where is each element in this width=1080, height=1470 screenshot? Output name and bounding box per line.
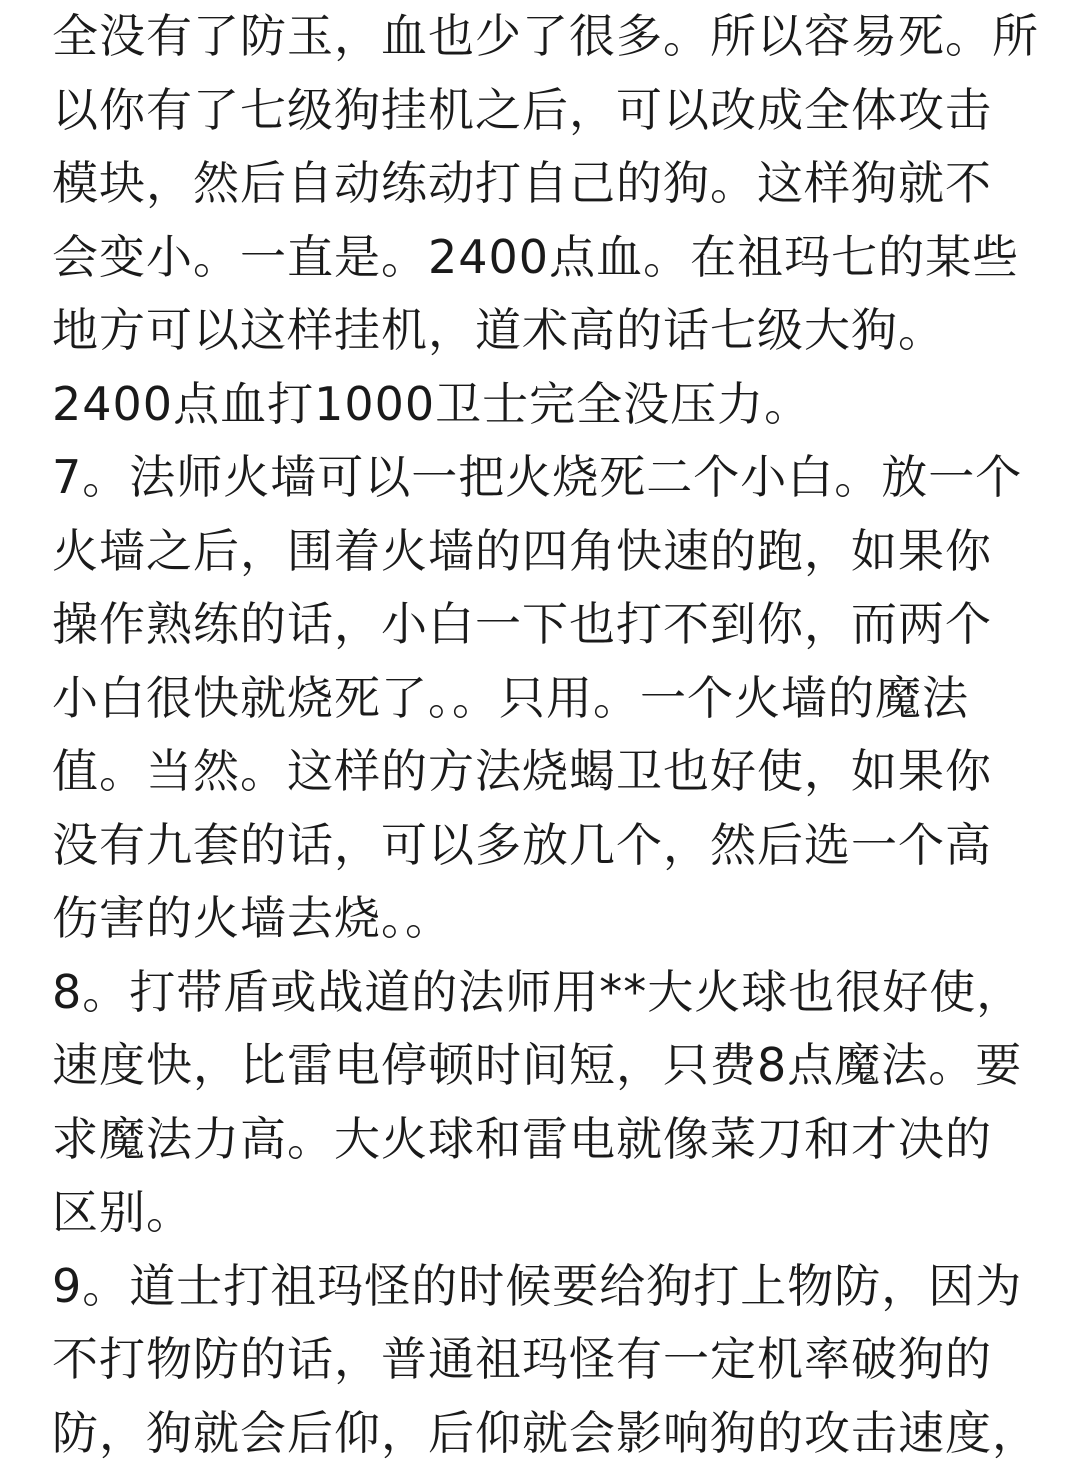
text-line: 地方可以这样挂机，道术高的话七级大狗。: [52, 294, 1042, 368]
text-line: 会变小。一直是。2400点血。在祖玛七的某些: [52, 221, 1042, 295]
text-line: 区别。: [52, 1176, 1042, 1250]
text-line: 7。法师火墙可以一把火烧死二个小白。放一个: [52, 441, 1042, 515]
text-line: 操作熟练的话，小白一下也打不到你，而两个: [52, 588, 1042, 662]
text-line: 求魔法力高。大火球和雷电就像菜刀和才决的: [52, 1103, 1042, 1177]
text-line: 速度快，比雷电停顿时间短，只费8点魔法。要: [52, 1029, 1042, 1103]
text-line: 8。打带盾或战道的法师用**大火球也很好使，: [52, 956, 1042, 1030]
document-body: [52, 0, 1042, 1470]
text-line: 2400点血打1000卫士完全没压力。: [52, 368, 1042, 442]
text-line: 9。道士打祖玛怪的时候要给狗打上物防，因为: [52, 1250, 1042, 1324]
text-line: 以你有了七级狗挂机之后，可以改成全体攻击: [52, 74, 1042, 148]
text-line: 防，狗就会后仰，后仰就会影响狗的攻击速度，: [52, 1397, 1042, 1470]
text-line: 不打物防的话，普通祖玛怪有一定机率破狗的: [52, 1323, 1042, 1397]
text-line: 小白很快就烧死了。。只用。一个火墙的魔法: [52, 662, 1042, 736]
text-line: 伤害的火墙去烧。。: [52, 882, 1042, 956]
text-line: 值。当然。这样的方法烧蝎卫也好使，如果你: [52, 735, 1042, 809]
text-line: 没有九套的话，可以多放几个，然后选一个高: [52, 809, 1042, 883]
text-line: 全没有了防玉，血也少了很多。所以容易死。所: [52, 0, 1042, 74]
text-line: 火墙之后，围着火墙的四角快速的跑，如果你: [52, 515, 1042, 589]
text-line: 模块，然后自动练动打自己的狗。这样狗就不: [52, 147, 1042, 221]
